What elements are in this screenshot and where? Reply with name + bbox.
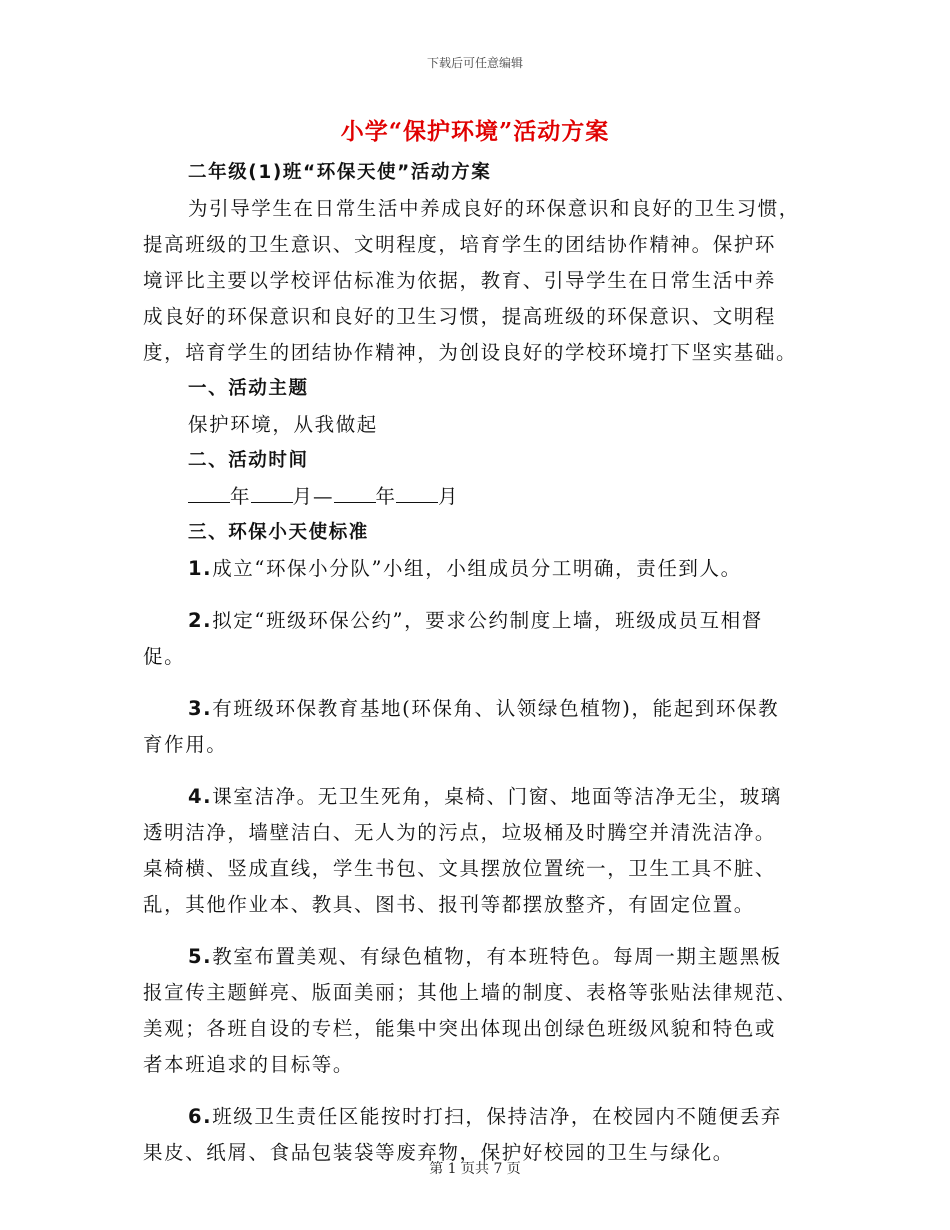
item-text: 拟定“班级环保公约”，要求公约制度上墙，班级成员互相督 <box>212 609 763 632</box>
item-text-continued: 者本班追求的目标等。 <box>143 1053 355 1076</box>
document-body <box>143 155 808 1171</box>
item-number: 6. <box>188 1105 213 1128</box>
item-number: 5. <box>188 945 213 968</box>
blank-month-1 <box>251 484 293 503</box>
standard-item-6 <box>143 1099 808 1135</box>
item-text-continued: 桌椅横、竖成直线，学生书包、文具摆放位置统一，卫生工具不脏、 <box>143 857 777 880</box>
item-text-continued: 透明洁净，墙壁洁白、无人为的污点，垃圾桶及时腾空并清洗洁净。 <box>143 821 777 844</box>
item-number: 2. <box>188 609 213 632</box>
header-note: 下载后可任意编辑 <box>426 56 523 70</box>
item-number: 4. <box>188 785 213 808</box>
standard-item-2 <box>143 603 808 639</box>
item-text-continued: 果皮、纸屑、食品包装袋等废弃物，保护好校园的卫生与绿化。 <box>143 1141 734 1164</box>
standard-item-3 <box>143 691 808 727</box>
blank-month-2 <box>396 484 438 503</box>
item-text: 班级卫生责任区能按时打扫，保持洁净，在校园内不随便丢弃 <box>212 1105 782 1128</box>
intro-line-1: 为引导学生在日常生活中养成良好的环保意识和良好的卫生习惯， <box>188 197 800 220</box>
page-footer: 第 1 页共 7 页 <box>429 1161 521 1177</box>
blank-year-1 <box>188 484 230 503</box>
activity-date-line <box>143 479 808 515</box>
intro-line-2: 提高班级的卫生意识、文明程度，培育学生的团结协作精神。保护环 <box>143 233 777 256</box>
intro-line-3: 境评比主要以学校评估标准为依据，教育、引导学生在日常生活中养 <box>143 269 777 292</box>
item-number: 3. <box>188 697 213 720</box>
item-text: 成立“环保小分队”小组，小组成员分工明确，责任到人。 <box>212 557 742 580</box>
subtitle: 二年级(1)班“环保天使”活动方案 <box>188 162 492 183</box>
date-month-1: 月— <box>292 485 334 508</box>
item-text-continued: 促。 <box>143 645 186 668</box>
item-text: 有班级环保教育基地(环保角、认领绿色植物)，能起到环保教 <box>212 697 780 720</box>
item-text-continued: 育作用。 <box>143 733 228 756</box>
item-text-continued: 报宣传主题鲜亮、版面美丽；其他上墙的制度、表格等张贴法律规范、 <box>143 981 798 1004</box>
date-month-2: 月 <box>438 485 459 508</box>
item-text-continued: 美观；各班自设的专栏，能集中突出体现出创绿色班级风貌和特色或 <box>143 1017 777 1040</box>
blank-year-2 <box>334 484 376 503</box>
section2-heading: 二、活动时间 <box>188 450 309 471</box>
standard-item-4 <box>143 779 808 815</box>
date-year-1: 年 <box>230 485 251 508</box>
standard-item-5 <box>143 939 808 975</box>
section1-text: 保护环境，从我做起 <box>188 413 378 436</box>
section3-heading: 三、环保小天使标准 <box>188 522 369 543</box>
item-text: 课室洁净。无卫生死角，桌椅、门窗、地面等洁净无尘，玻璃 <box>212 785 782 808</box>
date-year-2: 年 <box>375 485 397 508</box>
intro-line-5: 度，培育学生的团结协作精神，为创设良好的学校环境打下坚实基础。 <box>143 341 798 364</box>
page-title: 小学“保护环境”活动方案 <box>340 118 610 145</box>
intro-line-4: 成良好的环保意识和良好的卫生习惯，提高班级的环保意识、文明程 <box>143 305 777 328</box>
item-text: 教室布置美观、有绿色植物，有本班特色。每周一期主题黑板 <box>212 945 782 968</box>
standard-item-1 <box>143 551 808 587</box>
section1-heading: 一、活动主题 <box>188 378 309 399</box>
item-text-continued: 乱，其他作业本、教具、图书、报刊等都摆放整齐，有固定位置。 <box>143 893 755 916</box>
item-number: 1. <box>188 557 213 580</box>
